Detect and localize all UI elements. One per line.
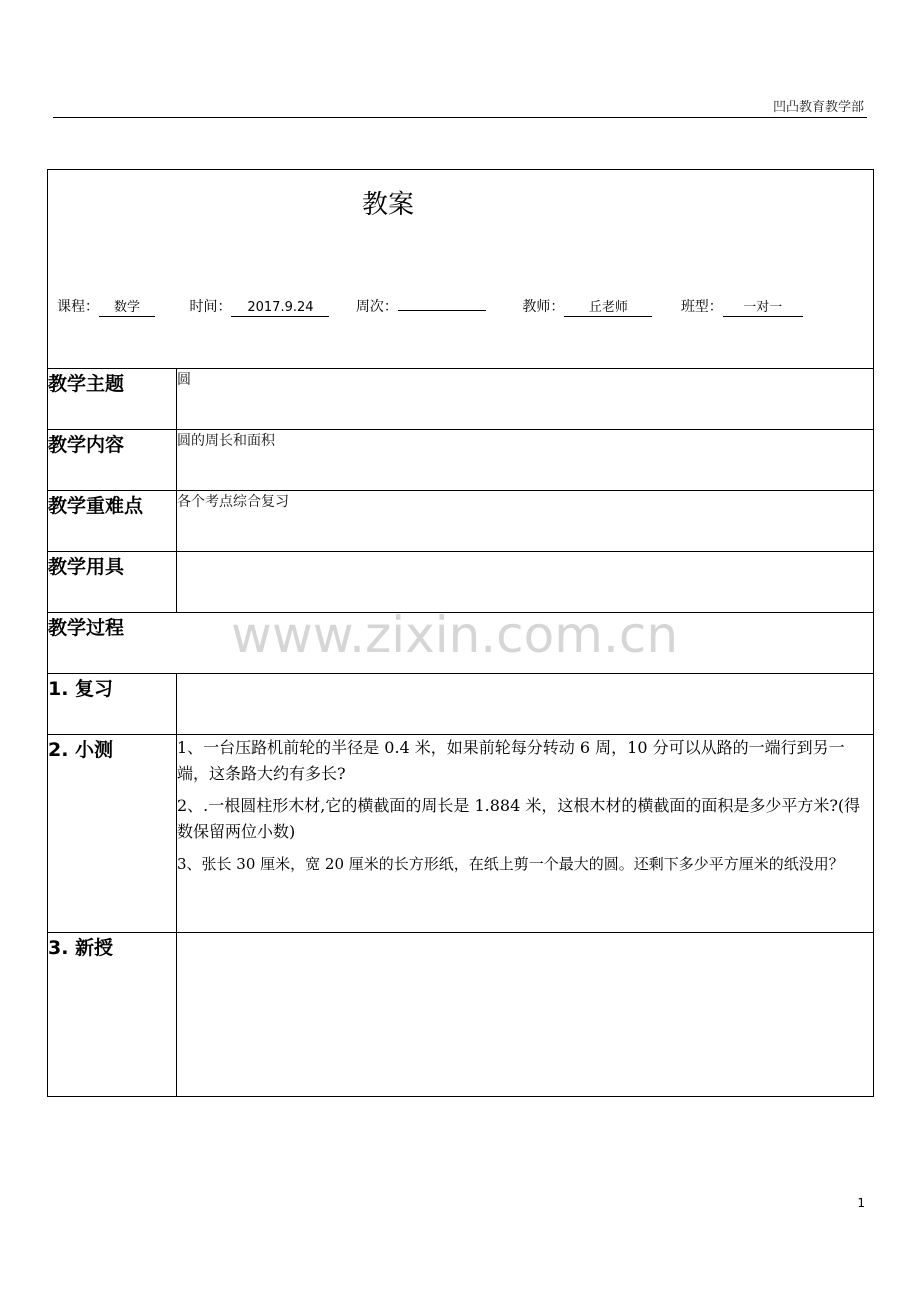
course-label: 课程： [57, 299, 99, 315]
content-value: 圆的周长和面积 [177, 430, 874, 491]
page-number: 1 [857, 1196, 865, 1210]
topic-value: 圆 [177, 369, 874, 430]
page-title: 教案 [361, 190, 414, 220]
time-label: 时间： [189, 299, 232, 315]
new-lesson-value [177, 933, 874, 1097]
watermark: www.zixin.com.cn [231, 606, 679, 664]
class-label: 班型： [680, 299, 723, 315]
teacher-value: 丘老师 [564, 300, 652, 317]
quiz-question: 3、张长 30 厘米，宽 20 厘米的长方形纸，在纸上剪一个最大的圆。还剩下多少平方厘米的纸没用？ [177, 855, 844, 873]
meta-line [57, 296, 803, 317]
week-label: 周次： [355, 299, 398, 315]
header-org: 凹凸教育教学部 [772, 100, 864, 115]
process-label: 教学过程 [48, 613, 874, 674]
tools-value [177, 552, 874, 613]
content-label: 教学内容 [48, 430, 177, 491]
class-value: 一对一 [723, 300, 803, 317]
quiz-question: 1、一台压路机前轮的半径是 0.4 米，如果前轮每分转动 6 周，10 分可以从路的一端行到另一端，这条路大约有多长? [177, 738, 845, 783]
week-value [398, 310, 486, 311]
header-divider [53, 117, 867, 118]
teacher-label: 教师： [522, 299, 565, 315]
keypoints-label: 教学重难点 [48, 491, 177, 552]
new-lesson-label: 3. 新授 [48, 933, 177, 1097]
title-cell [48, 170, 874, 369]
tools-label: 教学用具 [48, 552, 177, 613]
time-value: 2017.9.24 [231, 300, 329, 317]
review-label: 1. 复习 [48, 674, 177, 735]
course-value: 数学 [99, 300, 155, 317]
review-value [177, 674, 874, 735]
topic-label: 教学主题 [48, 369, 177, 430]
keypoints-value: 各个考点综合复习 [177, 491, 874, 552]
quiz-questions [177, 735, 874, 933]
quiz-label: 2. 小测 [48, 735, 177, 933]
quiz-question: 2、.一根圆柱形木材,它的横截面的周长是 1.884 米，这根木材的横截面的面积是多少平方米?(得数保留两位小数) [177, 796, 861, 841]
